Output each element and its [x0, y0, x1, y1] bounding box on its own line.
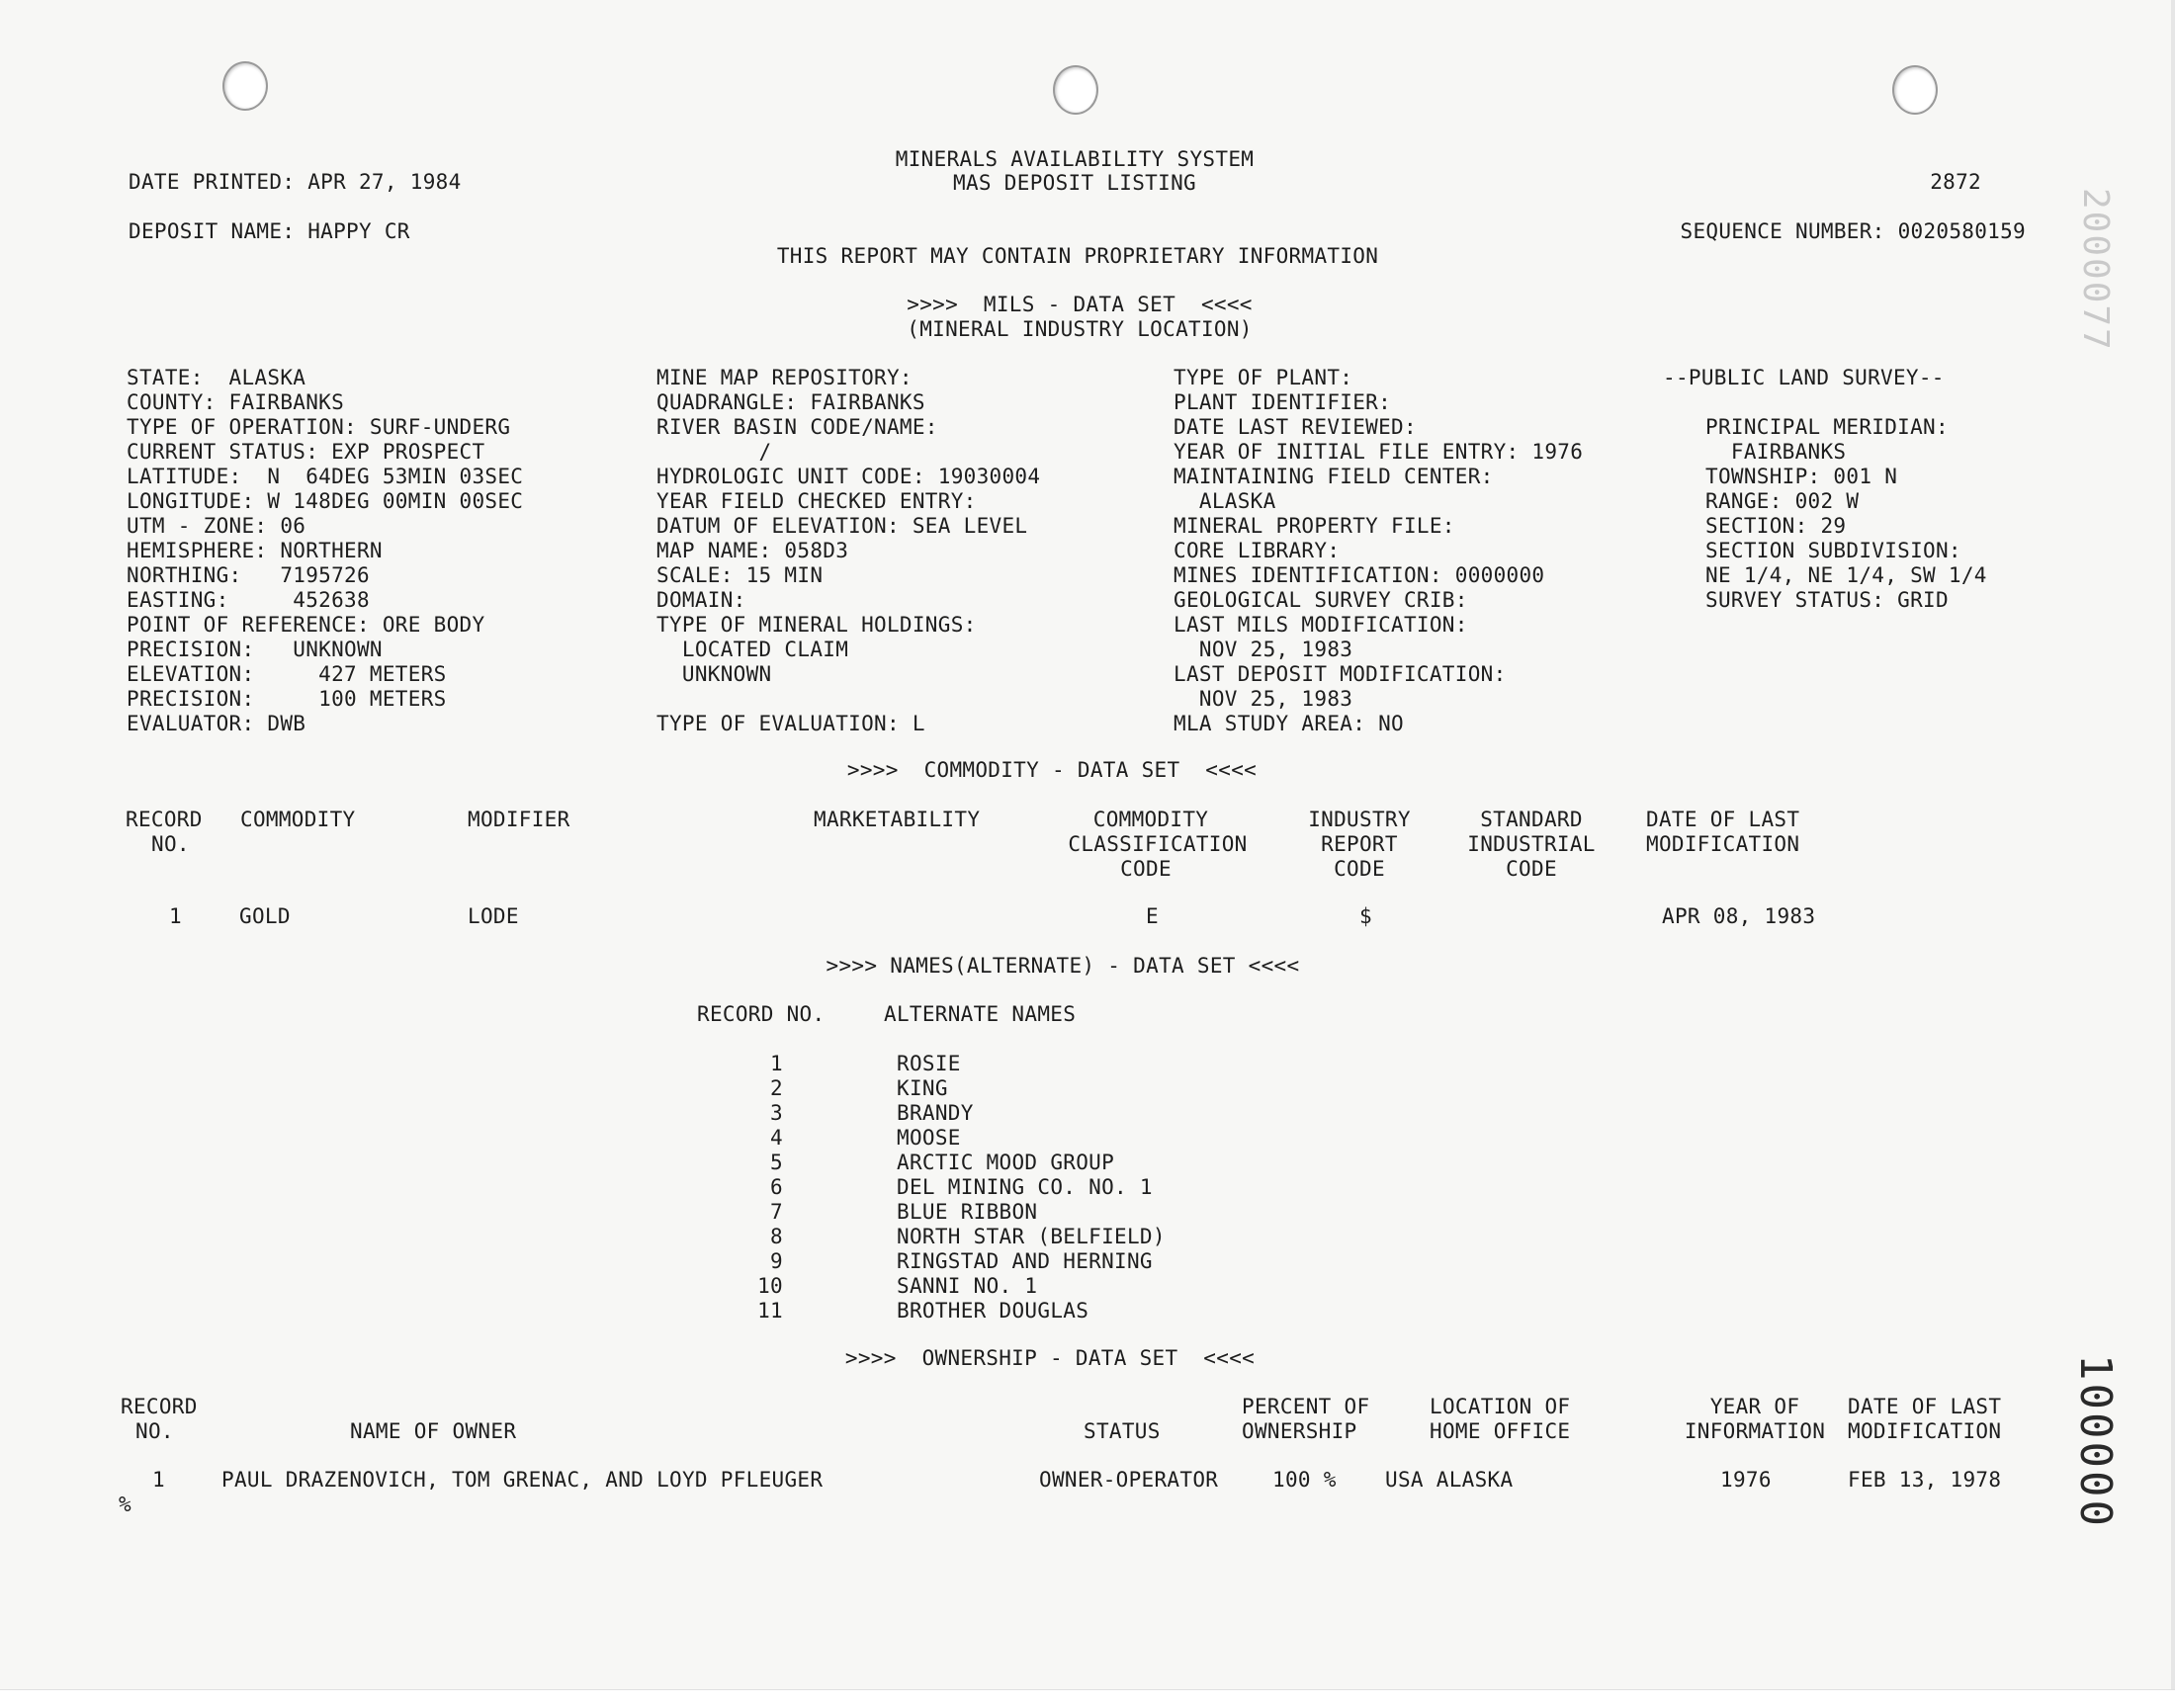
commodity-header-marketability: MARKETABILITY — [814, 808, 981, 831]
mils-field: EASTING: 452638 — [127, 588, 370, 612]
public-land-survey-title: --PUBLIC LAND SURVEY-- — [1663, 366, 1945, 389]
names-row-no: 1 — [770, 1052, 783, 1075]
commodity-header-record: RECORD — [126, 808, 203, 831]
mils-field: NOV 25, 1983 — [1174, 638, 1353, 661]
commodity-header-date: DATE OF LAST — [1646, 808, 1800, 831]
names-row-no: 4 — [770, 1126, 783, 1150]
mils-field: MINE MAP REPOSITORY: — [656, 366, 913, 389]
ownership-cell-name: PAUL DRAZENOVICH, TOM GRENAC, AND LOYD PFLEUGER — [221, 1468, 824, 1492]
mils-field: TYPE OF MINERAL HOLDINGS: — [656, 613, 977, 637]
commodity-cell-record: 1 — [169, 904, 182, 928]
margin-stamp-faint: 2000077 — [2075, 188, 2116, 352]
commodity-cell-commodity: GOLD — [239, 904, 291, 928]
commodity-header-standard: STANDARD — [1480, 808, 1583, 831]
ownership-header-year: INFORMATION — [1684, 1419, 1826, 1443]
mils-field: CORE LIBRARY: — [1174, 539, 1341, 562]
ownership-cell-percent: 100 % — [1272, 1468, 1337, 1492]
mils-field: SECTION SUBDIVISION: — [1705, 539, 1961, 562]
names-row-name: RINGSTAD AND HERNING — [897, 1249, 1153, 1273]
mils-field: SURVEY STATUS: GRID — [1705, 588, 1949, 612]
mils-field: NOV 25, 1983 — [1174, 687, 1353, 711]
mils-field: PRECISION: 100 METERS — [127, 687, 447, 711]
ownership-header-record: RECORD — [121, 1395, 198, 1418]
commodity-section-title: >>>> COMMODITY - DATA SET <<<< — [846, 758, 1258, 782]
ownership-header-date: MODIFICATION — [1848, 1419, 2002, 1443]
names-row-no: 11 — [757, 1299, 783, 1323]
mils-field: LAST MILS MODIFICATION: — [1174, 613, 1468, 637]
mils-field — [656, 687, 1040, 712]
mils-field: TYPE OF OPERATION: SURF-UNDERG — [127, 415, 511, 439]
names-row-no: 9 — [770, 1249, 783, 1273]
mils-column-location — [127, 366, 523, 736]
mils-field — [1705, 390, 1987, 415]
mils-field: UNKNOWN — [656, 662, 772, 686]
mils-field: MAP NAME: 058D3 — [656, 539, 849, 562]
commodity-header-modifier: MODIFIER — [468, 808, 570, 831]
mils-field: FAIRBANKS — [1705, 440, 1847, 464]
mils-field: MAINTAINING FIELD CENTER: — [1174, 465, 1494, 488]
commodity-header-standard: CODE — [1506, 857, 1557, 881]
ownership-cell-date: FEB 13, 1978 — [1848, 1468, 2002, 1492]
ownership-header-name: NAME OF OWNER — [350, 1419, 517, 1443]
commodity-header-standard: INDUSTRIAL — [1467, 832, 1596, 856]
deposit-name: DEPOSIT NAME: HAPPY CR — [129, 219, 410, 243]
names-section-title: >>>> NAMES(ALTERNATE) - DATA SET <<<< — [826, 954, 1300, 978]
names-row-no: 5 — [770, 1151, 783, 1174]
ownership-cell-year: 1976 — [1720, 1468, 1772, 1492]
punch-hole-right — [1892, 65, 1938, 115]
ownership-overflow-mark: % — [119, 1493, 131, 1516]
mils-field: DATE LAST REVIEWED: — [1174, 415, 1417, 439]
names-header-record: RECORD NO. — [697, 1002, 826, 1026]
names-row-name: BROTHER DOUGLAS — [897, 1299, 1089, 1323]
mils-column-land-survey — [1705, 366, 1987, 613]
mils-field: HYDROLOGIC UNIT CODE: 19030004 — [656, 465, 1041, 488]
listing-title: MAS DEPOSIT LISTING — [953, 171, 1196, 195]
names-row-name: BRANDY — [897, 1101, 974, 1125]
names-row-no: 3 — [770, 1101, 783, 1125]
names-row-name: SANNI NO. 1 — [897, 1274, 1038, 1298]
ownership-header-percent: OWNERSHIP — [1242, 1419, 1357, 1443]
ownership-cell-status: OWNER-OPERATOR — [1039, 1468, 1219, 1492]
names-row-no: 8 — [770, 1225, 783, 1248]
names-row-name: ARCTIC MOOD GROUP — [897, 1151, 1115, 1174]
mils-field: MINERAL PROPERTY FILE: — [1174, 514, 1455, 538]
mils-field: ELEVATION: 427 METERS — [127, 662, 447, 686]
mils-field: COUNTY: FAIRBANKS — [127, 390, 345, 414]
names-row-no: 6 — [770, 1175, 783, 1199]
mils-field: RANGE: 002 W — [1705, 489, 1860, 513]
mils-field: MLA STUDY AREA: NO — [1174, 712, 1404, 735]
mils-section-subtitle: (MINERAL INDUSTRY LOCATION) — [907, 317, 1253, 341]
punch-hole-center — [1053, 65, 1098, 115]
commodity-header-industry: INDUSTRY — [1308, 808, 1411, 831]
ownership-header-percent: PERCENT OF — [1242, 1395, 1370, 1418]
mils-field: ALASKA — [1174, 489, 1276, 513]
names-row-name: DEL MINING CO. NO. 1 — [897, 1175, 1153, 1199]
names-alternate-list — [897, 1052, 1166, 1324]
mils-field: DATUM OF ELEVATION: SEA LEVEL — [656, 514, 1028, 538]
names-record-numbers — [757, 1052, 809, 1324]
commodity-header-record-no: NO. — [151, 832, 190, 856]
mils-field: LOCATED CLAIM — [656, 638, 849, 661]
mils-field: DOMAIN: — [656, 588, 746, 612]
mils-field: MINES IDENTIFICATION: 0000000 — [1174, 563, 1545, 587]
ownership-cell-record: 1 — [152, 1468, 165, 1492]
mils-field: LONGITUDE: W 148DEG 00MIN 00SEC — [127, 489, 524, 513]
commodity-header-classification: COMMODITY — [1092, 808, 1209, 831]
mils-field: TYPE OF EVALUATION: L — [656, 712, 925, 735]
names-row-name: MOOSE — [897, 1126, 961, 1150]
commodity-cell-industry: $ — [1359, 904, 1372, 928]
names-row-no: 10 — [757, 1274, 783, 1298]
commodity-header-industry: CODE — [1334, 857, 1385, 881]
mils-field: SCALE: 15 MIN — [656, 563, 824, 587]
mils-section-title: >>>> MILS - DATA SET <<<< — [907, 293, 1253, 316]
margin-stamp-number: 100000 — [2070, 1354, 2121, 1529]
mils-field: EVALUATOR: DWB — [127, 712, 306, 735]
sequence-number: SEQUENCE NUMBER: 0020580159 — [1680, 219, 2026, 243]
page-number: 2872 — [1930, 170, 1981, 194]
page-bottom-edge — [0, 1689, 2175, 1708]
commodity-header-industry: REPORT — [1321, 832, 1398, 856]
ownership-header-year: YEAR OF — [1709, 1395, 1800, 1418]
mils-field: HEMISPHERE: NORTHERN — [127, 539, 383, 562]
mils-field: NORTHING: 7195726 — [127, 563, 370, 587]
proprietary-notice: THIS REPORT MAY CONTAIN PROPRIETARY INFORMATION — [776, 244, 1379, 268]
mils-field: UTM - ZONE: 06 — [127, 514, 306, 538]
punch-hole-left — [222, 61, 268, 111]
mils-field: PRINCIPAL MERIDIAN: — [1705, 415, 1949, 439]
commodity-cell-classification: E — [1146, 904, 1159, 928]
commodity-cell-date: APR 08, 1983 — [1662, 904, 1816, 928]
ownership-header-record-no: NO. — [135, 1419, 174, 1443]
mils-field: PRECISION: UNKNOWN — [127, 638, 383, 661]
mils-field: POINT OF REFERENCE: ORE BODY — [127, 613, 485, 637]
commodity-header-commodity: COMMODITY — [240, 808, 356, 831]
mils-field: QUADRANGLE: FAIRBANKS — [656, 390, 925, 414]
names-row-name: ROSIE — [897, 1052, 961, 1075]
mils-field: GEOLOGICAL SURVEY CRIB: — [1174, 588, 1468, 612]
names-row-name: NORTH STAR (BELFIELD) — [897, 1225, 1166, 1248]
ownership-header-status: STATUS — [1084, 1419, 1161, 1443]
mils-field: CURRENT STATUS: EXP PROSPECT — [127, 440, 485, 464]
mils-field — [1705, 366, 1987, 390]
mils-column-plant — [1174, 366, 1583, 736]
mils-field: PLANT IDENTIFIER: — [1174, 390, 1392, 414]
ownership-header-location: HOME OFFICE — [1430, 1419, 1571, 1443]
names-row-name: BLUE RIBBON — [897, 1200, 1038, 1224]
names-header-names: ALTERNATE NAMES — [884, 1002, 1077, 1026]
mils-field: TYPE OF PLANT: — [1174, 366, 1353, 389]
commodity-header-classification: CODE — [1120, 857, 1172, 881]
mils-field: LAST DEPOSIT MODIFICATION: — [1174, 662, 1507, 686]
ownership-header-date: DATE OF LAST — [1848, 1395, 2002, 1418]
ownership-section-title: >>>> OWNERSHIP - DATA SET <<<< — [844, 1346, 1256, 1370]
commodity-header-date: MODIFICATION — [1646, 832, 1800, 856]
mils-field: / — [656, 440, 772, 464]
mils-field: STATE: ALASKA — [127, 366, 306, 389]
system-title: MINERALS AVAILABILITY SYSTEM — [895, 147, 1255, 171]
mils-field: YEAR FIELD CHECKED ENTRY: — [656, 489, 977, 513]
mils-column-maps — [656, 366, 1040, 736]
commodity-cell-modifier: LODE — [468, 904, 519, 928]
names-row-no: 2 — [770, 1076, 783, 1100]
mils-field: SECTION: 29 — [1705, 514, 1847, 538]
mils-field: LATITUDE: N 64DEG 53MIN 03SEC — [127, 465, 524, 488]
names-row-name: KING — [897, 1076, 948, 1100]
date-printed: DATE PRINTED: APR 27, 1984 — [129, 170, 462, 194]
ownership-cell-location: USA ALASKA — [1385, 1468, 1514, 1492]
page-right-edge — [2171, 0, 2175, 1708]
ownership-header-location: LOCATION OF — [1430, 1395, 1571, 1418]
mils-field: RIVER BASIN CODE/NAME: — [656, 415, 938, 439]
mils-field: TOWNSHIP: 001 N — [1705, 465, 1898, 488]
mils-field: YEAR OF INITIAL FILE ENTRY: 1976 — [1174, 440, 1584, 464]
names-row-no: 7 — [770, 1200, 783, 1224]
mils-field: NE 1/4, NE 1/4, SW 1/4 — [1705, 563, 1987, 587]
commodity-header-classification: CLASSIFICATION — [1068, 832, 1248, 856]
